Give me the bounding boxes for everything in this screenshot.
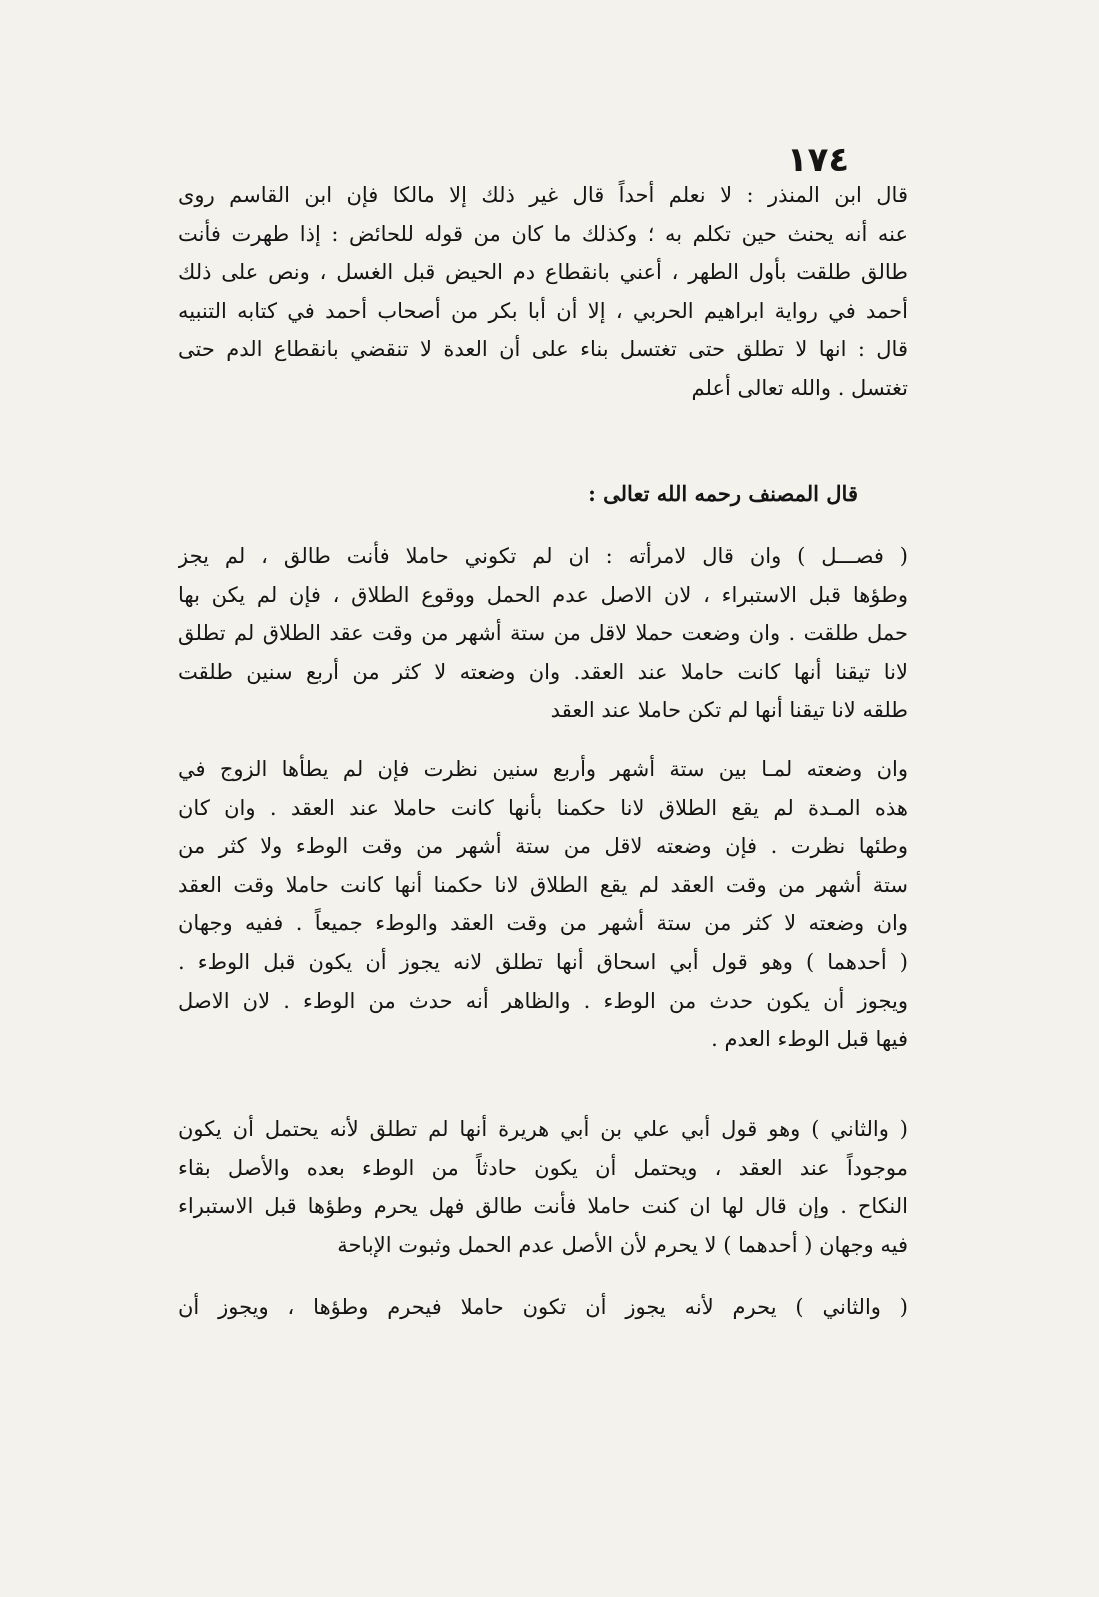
text-line: وان وضعته لمـا بين ستة أشهر وأربع سنين نظرت فإن لم يطأها الزوج في [178,757,908,781]
text-line: تغتسل . والله تعالى أعلم [691,375,908,400]
text-line: لانا تيقنا أنها كانت حاملا عند العقد. وان وضعته لا كثر من أربع سنين طلقت [178,659,908,684]
text-line: فيها قبل الوطء العدم . [711,1027,908,1052]
text-line: ( والثاني ) يحرم لأنه يجوز أن تكون حاملا فيحرم وطؤها ، ويجوز أن [178,1295,908,1319]
text-line: عنه أنه يحنث حين تكلم به ؛ وكذلك ما كان من قوله للحائض : إذا طهرت فأنت [178,221,908,246]
paragraph-second-view [178,1110,908,1264]
text-line: ستة أشهر من وقت العقد لم يقع الطلاق لانا حكمنا أنها كانت حاملا وقت العقد [178,872,908,897]
text-line: ( والثاني ) وهو قول أبي علي بن أبي هريرة أنها لم تطلق لأنه يحتمل أن يكون [178,1117,908,1141]
text-line: وطئها نظرت . فإن وضعته لاقل من ستة أشهر من وقت الوطء ولا كثر من [178,834,908,859]
text-line: وطؤها قبل الاستبراء ، لان الاصل عدم الحمل ووقوع الطلاق ، فإن لم يكن بها [178,582,908,607]
text-line: طلقه لانا تيقنا أنها لم تكن حاملا عند العقد [550,698,908,723]
text-line: هذه المـدة لم يقع الطلاق لانا حكمنا بأنها كانت حاملا عند العقد . وان كان [178,795,908,820]
text-line: فيه وجهان ( أحدهما ) لا يحرم لأن الأصل عدم الحمل وثبوت الإباحة [337,1232,908,1257]
text-line: حمل طلقت . وان وضعت حملا لاقل من ستة أشهر من وقت عقد الطلاق لم تطلق [178,621,908,646]
paragraph-ibn-al-mundhir [178,176,908,408]
text-line: ( فصـــل ) وان قال لامرأته : ان لم تكوني حاملا فأنت طالق ، لم يجز [178,544,908,568]
text-line: ويجوز أن يكون حدث من الوطء . والظاهر أنه حدث من الوطء . لان الاصل [178,988,908,1013]
text-line: أحمد في رواية ابراهيم الحربي ، إلا أن أبا بكر من أصحاب أحمد في كتابه التنبيه [178,298,908,323]
page-number: ١٧٤ [786,140,850,180]
text-line: موجوداً عند العقد ، ويحتمل أن يكون حادثاً من الوطء بعده والأصل بقاء [178,1155,908,1180]
text-line: ( أحدهما ) وهو قول أبي اسحاق أنها تطلق لانه يجوز أن يكون قبل الوطء . [178,949,908,974]
paragraph-six-months [178,750,908,1059]
text-line: قال : انها لا تطلق حتى تغتسل بناء على أن العدة لا تنقضي بانقطاع الدم حتى [178,337,908,362]
paragraph-second-forbids [178,1288,908,1327]
text-line: قال ابن المنذر : لا نعلم أحداً قال غير ذلك إلا مالكا فإن ابن القاسم روى [178,183,908,207]
text-line: النكاح . وإن قال لها ان كنت حاملا فأنت طالق فهل يحرم وطؤها قبل الاستبراء [178,1194,908,1219]
section-heading: قال المصنف رحمه الله تعالى : [588,481,858,506]
paragraph-fasl [178,537,908,730]
text-line: طالق طلقت بأول الطهر ، أعني بانقطاع دم الحيض قبل الغسل ، ونص على ذلك [178,260,908,285]
text-line: وان وضعته لا كثر من ستة أشهر من وقت العقد والوطء جميعاً . ففيه وجهان [178,911,908,936]
